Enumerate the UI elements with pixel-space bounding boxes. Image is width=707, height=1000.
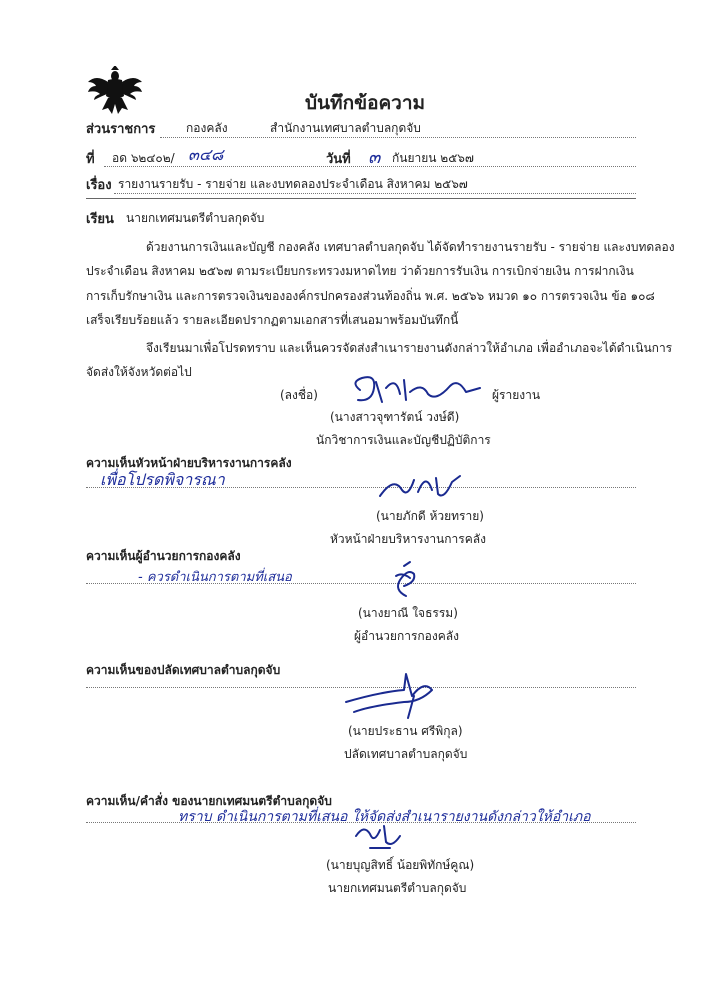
opinion2-signer-position: ผู้อำนวยการกองคลัง (354, 629, 459, 643)
ref-label: ที่ (86, 152, 95, 167)
opinion2-signer-name: (นางยาณี ใจธรรม) (358, 606, 458, 620)
opinion3-signer-position: ปลัดเทศบาลตำบลกุดจับ (344, 747, 468, 761)
ref-number: อด ๖๒๔๐๒/ (112, 151, 175, 165)
body-p1-line2: ประจำเดือน สิงหาคม ๒๕๖๗ ตามระเบียบกระทรวงมหาดไทย ว่าด้วยการรับเงิน การเบิกจ่ายเงิน การฝากเงิน (86, 264, 634, 278)
signature-finance-head (374, 468, 466, 504)
signer1-prefix: (ลงชื่อ) (280, 388, 318, 402)
opinion2-label: ความเห็นผู้อำนวยการกองคลัง (86, 549, 241, 563)
signature-municipal-clerk (340, 672, 460, 720)
garuda-emblem-icon (86, 66, 144, 116)
opinion2-line1 (86, 583, 636, 584)
date-day-handwritten: ๓ (368, 147, 381, 168)
opinion1-signer-name: (นายภักดี ห้วยทราย) (376, 509, 484, 523)
agency-dept: กองคลัง (186, 121, 228, 135)
opinion4-signer-name: (นายบุญสิทธิ์ น้อยพิทักษ์คูณ) (326, 858, 475, 872)
signature-mayor (350, 820, 410, 852)
subject-label: เรื่อง (86, 178, 112, 193)
opinion4-handwritten: ทราบ ดำเนินการตามที่เสนอ ให้จัดส่งสำเนารายงานดังกล่าวให้อำเภอ (178, 809, 591, 825)
opinion1-line1 (86, 487, 636, 488)
opinion2-handwritten: - ควรดำเนินการตามที่เสนอ (138, 570, 292, 585)
body-p2-line1: จึงเรียนมาเพื่อโปรดทราบ และเห็นควรจัดส่งสำเนารายงานดังกล่าวให้อำเภอ เพื่ออำเภอจะได้ดำเนินการ (146, 341, 673, 355)
body-p1-line3: การเก็บรักษาเงิน และการตรวจเงินขององค์กรปกครองส่วนท้องถิ่น พ.ศ. ๒๕๖๖ หมวด ๑๐ การตรวจเงิน ข้อ ๑๐๘ (86, 289, 655, 303)
agency-underline (160, 137, 636, 138)
signer1-suffix: ผู้รายงาน (492, 388, 541, 402)
subject-text: รายงานรายรับ - รายจ่าย และงบทดลองประจำเดือน สิงหาคม ๒๕๖๗ (118, 177, 468, 191)
opinion4-signer-position: นายกเทศมนตรีตำบลกุดจับ (328, 881, 467, 895)
opinion1-signer-position: หัวหน้าฝ่ายบริหารงานการคลัง (330, 532, 486, 546)
date-rest: กันยายน ๒๕๖๗ (392, 151, 474, 165)
agency-label: ส่วนราชการ (86, 122, 156, 137)
opinion1-handwritten: เพื่อโปรดพิจารณา (100, 470, 225, 489)
addressee-name: นายกเทศมนตรีตำบลกุดจับ (126, 211, 265, 225)
opinion3-label: ความเห็นของปลัดเทศบาลตำบลกุดจับ (86, 663, 281, 677)
opinion4-label: ความเห็น/คำสั่ง ของนายกเทศมนตรีตำบลกุดจับ (86, 794, 332, 808)
date-label: วันที่ (326, 152, 351, 167)
header-divider (86, 198, 636, 199)
signer1-name: (นางสาวจุฑารัตน์ วงษ์ดี) (330, 410, 460, 424)
body-p1-line1: ด้วยงานการเงินและบัญชี กองคลัง เทศบาลตำบลกุดจับ ได้จัดทำรายงานรายรับ - รายจ่าย และงบทดลอง (146, 240, 675, 254)
opinion1-label: ความเห็นหัวหน้าฝ่ายบริหารงานการคลัง (86, 456, 292, 470)
memo-title: บันทึกข้อความ (305, 92, 426, 114)
agency-office: สำนักงานเทศบาลตำบลกุดจับ (270, 121, 421, 135)
body-p2-line2: จัดส่งให้จังหวัดต่อไป (86, 365, 192, 379)
addressee-label: เรียน (86, 212, 114, 227)
ref-handwritten: ๓๔๘ (188, 145, 224, 164)
opinion3-signer-name: (นายประธาน ศรีพิกุล) (348, 724, 463, 738)
ref-underline (104, 166, 636, 167)
signature-finance-director (386, 560, 426, 600)
signature-reporter (346, 372, 486, 408)
body-p1-line4: เสร็จเรียบร้อยแล้ว รายละเอียดปรากฏตามเอกสารที่เสนอมาพร้อมบันทึกนี้ (86, 313, 459, 327)
subject-underline (114, 193, 636, 194)
signer1-position: นักวิชาการเงินและบัญชีปฏิบัติการ (316, 433, 491, 447)
